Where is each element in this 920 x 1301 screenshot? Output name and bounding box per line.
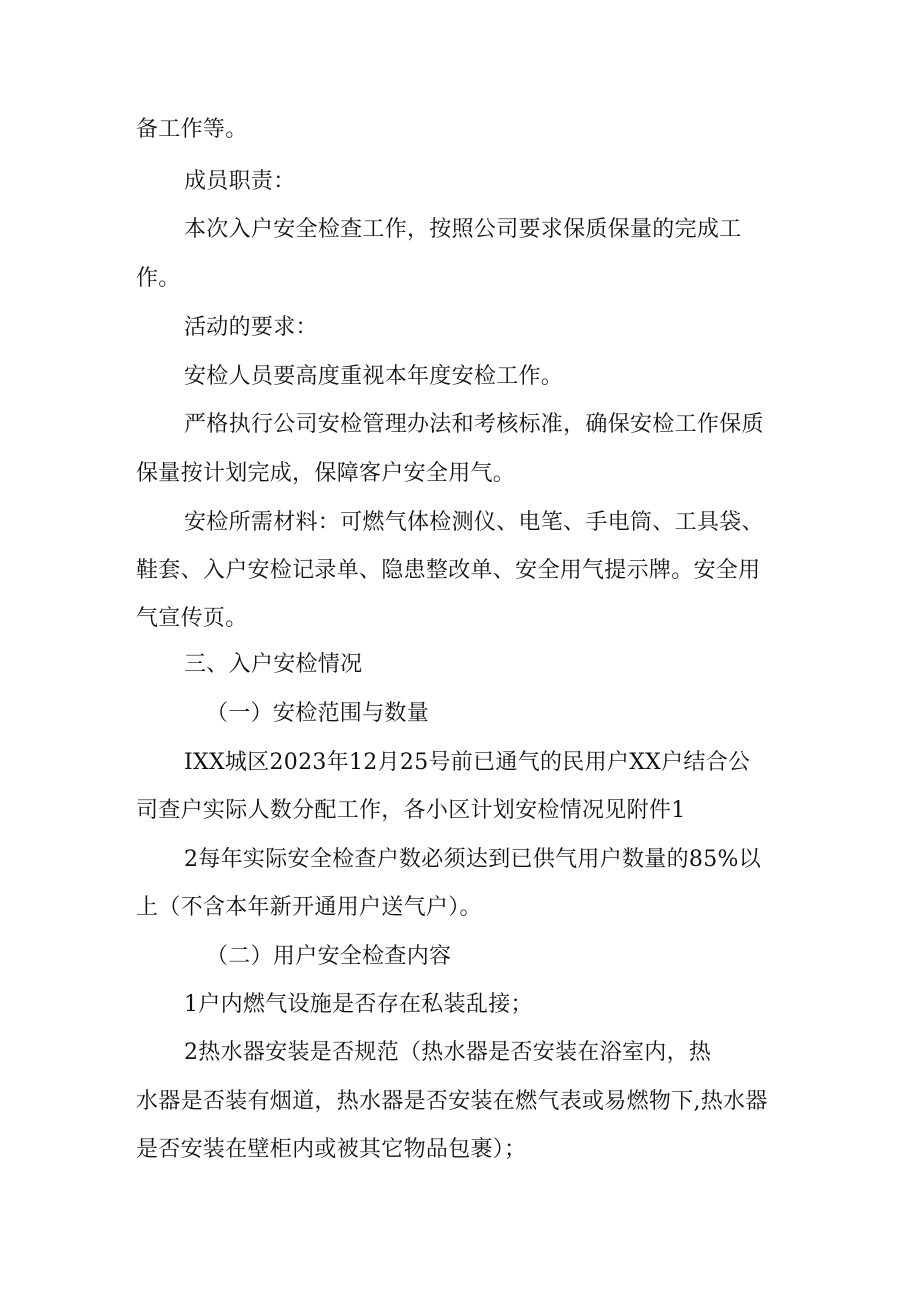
paragraph-line: 上（不含本年新开通用户送气户）。 bbox=[136, 895, 482, 920]
paragraph-line: 水器是否装有烟道，热水器是否安装在燃气表或易燃物下,热水器 bbox=[136, 1089, 768, 1114]
subsection-heading: （一）安检范围与数量 bbox=[206, 701, 430, 726]
section-heading: 三、入户安检情况 bbox=[184, 652, 363, 677]
paragraph-line: 气宣传页。 bbox=[136, 606, 248, 631]
paragraph-line: 作。 bbox=[136, 266, 181, 291]
paragraph-heading: 活动的要求： bbox=[184, 315, 318, 340]
paragraph-line: 本次入户安全检查工作，按照公司要求保质保量的完成工 bbox=[184, 217, 742, 242]
paragraph-line: 2每年实际安全检查户数必须达到已供气用户数量的85%以 bbox=[184, 847, 761, 872]
subsection-heading: （二）用户安全检查内容 bbox=[206, 944, 452, 969]
paragraph-line: 严格执行公司安检管理办法和考核标准，确保安检工作保质 bbox=[184, 412, 764, 437]
paragraph-line: IXX城区2023年12月25号前已通气的民用户XX户结合公 bbox=[184, 750, 751, 775]
paragraph-heading: 成员职责： bbox=[184, 169, 296, 194]
paragraph-line: 安检人员要高度重视本年度安检工作。 bbox=[184, 364, 564, 389]
paragraph-line: 2热水器安装是否规范（热水器是否安装在浴室内，热 bbox=[184, 1040, 712, 1065]
paragraph-line: 备工作等。 bbox=[136, 117, 248, 142]
paragraph-line: 鞋套、入户安检记录单、隐患整改单、安全用气提示牌。安全用 bbox=[136, 558, 761, 583]
paragraph-line: 保量按计划完成，保障客户安全用气。 bbox=[136, 461, 516, 486]
paragraph-line: 司查户实际人数分配工作，各小区计划安检情况见附件1 bbox=[136, 798, 686, 823]
paragraph-line: 安检所需材料：可燃气体检测仪、电笔、手电筒、工具袋、 bbox=[184, 510, 764, 535]
paragraph-line: 1户内燃气设施是否存在私装乱接； bbox=[184, 992, 533, 1017]
paragraph-line: 是否安装在壁柜内或被其它物品包裹）； bbox=[136, 1137, 527, 1162]
